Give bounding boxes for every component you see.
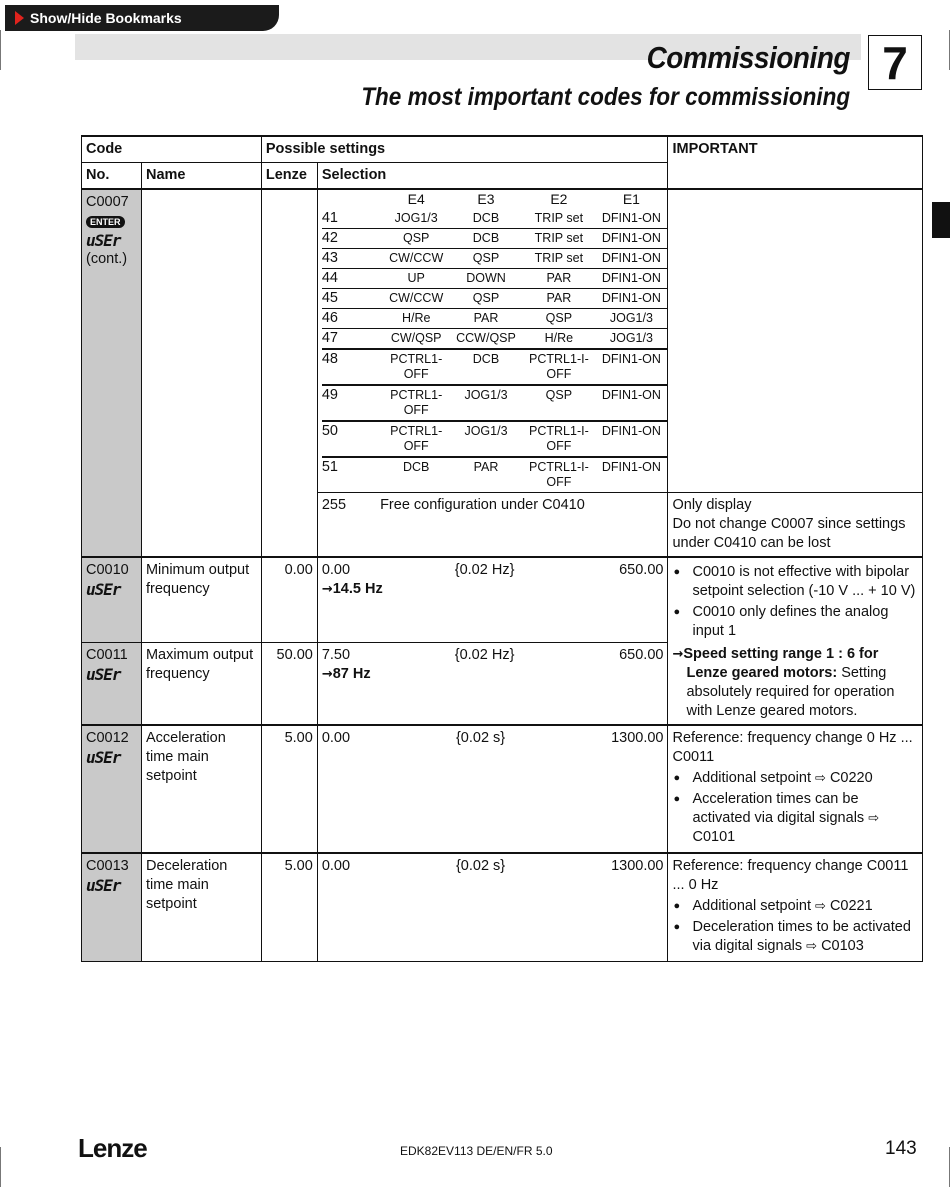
inner-row	[322, 349, 668, 385]
code-cell	[82, 557, 142, 642]
inner-cell: PCTRL1-I- OFF	[522, 421, 595, 457]
inner-row-number: 50	[322, 421, 383, 457]
inner-cell: UP	[383, 269, 450, 289]
document-id: EDK82EV113 DE/EN/FR 5.0	[400, 1144, 553, 1158]
triangle-right-icon	[15, 11, 24, 25]
inner-row-number: 48	[322, 349, 383, 385]
cross-ref-code: C0101	[692, 829, 736, 845]
name-cell: Maximum output frequency	[141, 642, 261, 725]
inner-col-header: E2	[550, 191, 568, 207]
bullet-item	[672, 769, 918, 788]
free-config-number: 255	[321, 497, 347, 513]
inner-cell: PAR	[473, 460, 499, 474]
inner-cell: CW/QSP	[383, 329, 450, 350]
inner-col-header: E4	[407, 191, 425, 207]
inner-row-number: 45	[322, 289, 383, 309]
inner-cell: CW/CCW	[383, 289, 450, 309]
range-row	[322, 729, 664, 748]
bullet-item	[672, 918, 918, 956]
inner-cell: DFIN1-ON	[595, 209, 667, 229]
col-header-code: Code	[82, 136, 262, 163]
crop-mark	[0, 30, 1, 70]
inner-cell: DCB	[450, 229, 523, 249]
important-block-c0010	[668, 558, 922, 642]
bullet-text: Additional setpoint	[692, 770, 811, 786]
inner-row	[322, 229, 668, 249]
hollow-arrow-icon: ⇨	[868, 811, 880, 826]
inner-row-number: 41	[322, 209, 383, 229]
recommended-value-text: 87 Hz	[332, 665, 371, 682]
inner-row	[322, 457, 668, 492]
range-max: 1300.00	[611, 730, 664, 746]
col-header-name: Name	[141, 163, 261, 190]
inner-cell: PCTRL1- OFF	[383, 349, 450, 385]
important-cell	[668, 493, 923, 558]
arrow-right-icon: →	[672, 647, 684, 662]
inner-cell: QSP	[450, 289, 523, 309]
user-menu-symbol: uSEr	[86, 664, 121, 684]
selection-cell	[317, 853, 668, 962]
show-hide-bookmarks-button[interactable]	[5, 5, 279, 31]
range-min: 0.00	[321, 858, 351, 874]
inner-cell: TRIP set	[522, 209, 595, 229]
inner-col-header: E1	[622, 191, 640, 207]
inner-cell: DCB	[450, 349, 523, 385]
inner-cell: QSP	[522, 385, 595, 421]
user-menu-symbol: uSEr	[86, 876, 121, 895]
range-max: 650.00	[619, 646, 664, 663]
name-cell: Acceleration time main setpoint	[141, 725, 261, 853]
inner-row-number: 51	[321, 459, 338, 475]
inner-row-number: 42	[322, 229, 383, 249]
inner-cell: PAR	[522, 289, 595, 309]
range-step: {0.02 s}	[455, 858, 506, 874]
hollow-arrow-icon: ⇨	[815, 771, 826, 786]
page-number: 143	[885, 1138, 917, 1159]
inner-cell: DFIN1-ON	[595, 349, 667, 385]
geared-motors-bold: Speed setting range 1 : 6 for Lenze geared motors:	[683, 646, 879, 681]
range-min: 7.50	[321, 646, 351, 663]
hollow-arrow-icon: ⇨	[806, 939, 818, 954]
name-cell	[141, 189, 261, 557]
range-max: 650.00	[619, 562, 664, 578]
reference-note: Reference: frequency change C0011 ... 0 Hz	[672, 858, 909, 893]
inner-cell: DFIN1-ON	[601, 460, 661, 474]
inner-row	[322, 329, 668, 350]
recommended-value-text: 14.5 Hz	[332, 581, 383, 597]
code-cell	[82, 642, 142, 725]
inner-cell: DFIN1-ON	[595, 249, 667, 269]
inner-cell: H/Re	[522, 329, 595, 350]
continued-label: (cont.)	[86, 251, 128, 267]
page-subtitle: The most important codes for commissioning	[361, 83, 850, 111]
important-cell	[668, 725, 923, 853]
inner-cell: JOG1/3	[450, 385, 523, 421]
inner-row-number: 46	[322, 309, 383, 329]
inner-cell: TRIP set	[522, 229, 595, 249]
lenze-cell: 5.00	[261, 725, 317, 853]
hollow-arrow-icon: ⇨	[815, 899, 826, 914]
lenze-logo: Lenze	[78, 1133, 147, 1163]
inner-row	[322, 289, 668, 309]
important-cell	[668, 189, 923, 493]
range-step: {0.02 Hz}	[454, 646, 515, 663]
range-max: 1300.00	[611, 858, 664, 874]
selection-cell	[317, 725, 668, 853]
page-title: Commissioning	[646, 40, 850, 75]
code-number: C0012	[86, 730, 129, 746]
inner-row	[322, 209, 668, 229]
table-row-c0010	[82, 557, 923, 642]
bookmarks-label: Show/Hide Bookmarks	[30, 10, 182, 26]
inner-cell: PCTRL1-I- OFF	[529, 460, 589, 489]
selection-cell	[317, 642, 668, 725]
lenze-cell: 0.00	[261, 557, 317, 642]
table-row-c0013	[82, 853, 923, 962]
code-number: C0010	[86, 562, 129, 578]
bullet-item: ● C0010 is not effective with bipolar setpoint selection (-10 V ... + 10 V)	[672, 563, 918, 601]
inner-cell: DFIN1-ON	[595, 229, 667, 249]
inner-cell: PAR	[450, 309, 523, 329]
inner-cell: PAR	[522, 269, 595, 289]
range-row	[322, 857, 664, 876]
range-min: 0.00	[321, 730, 351, 746]
inner-row-number: 43	[322, 249, 383, 269]
inner-cell: JOG1/3	[383, 209, 450, 229]
lenze-cell	[261, 189, 317, 557]
important-block-c0011	[668, 642, 922, 724]
code-cell	[82, 725, 142, 853]
enter-key-icon: ENTER	[86, 216, 125, 228]
chapter-tab-marker	[932, 202, 950, 238]
inner-row-number: 49	[322, 385, 383, 421]
code-cell	[82, 853, 142, 962]
reference-note: Reference: frequency change 0 Hz ... C0011	[672, 730, 913, 765]
inner-cell: PCTRL1-I- OFF	[522, 349, 595, 385]
inner-cell: PCTRL1- OFF	[383, 421, 450, 457]
bullet-item	[672, 790, 918, 847]
inner-col-header: E3	[477, 191, 495, 207]
free-config-text: Free configuration under C0410	[380, 497, 585, 513]
range-row	[322, 561, 664, 580]
col-header-possible-settings: Possible settings	[261, 136, 668, 163]
inner-cell: DFIN1-ON	[595, 289, 667, 309]
code-number: C0011	[86, 646, 128, 663]
col-header-lenze: Lenze	[261, 163, 317, 190]
inner-cell: JOG1/3	[595, 309, 667, 329]
inner-cell: DFIN1-ON	[595, 421, 667, 457]
inner-cell: JOG1/3	[595, 329, 667, 350]
table-row-c0007	[82, 189, 923, 493]
range-min: 0.00	[321, 562, 351, 578]
lenze-cell: 50.00	[261, 642, 317, 725]
important-cell	[668, 853, 923, 962]
important-cell	[668, 557, 923, 725]
codes-table	[81, 135, 923, 962]
code-number: C0007	[86, 194, 129, 210]
geared-motors-text: Setting absolutely required for operation with Lenze geared motors.	[686, 665, 895, 719]
user-menu-symbol: uSEr	[86, 748, 121, 767]
table-header-row	[82, 136, 923, 163]
table-row-c0012	[82, 725, 923, 853]
col-header-selection: Selection	[317, 163, 668, 190]
important-note: Do not change C0007 since settings under C0410 can be lost	[672, 516, 906, 551]
inner-cell: QSP	[383, 229, 450, 249]
inner-cell: TRIP set	[522, 249, 595, 269]
inner-cell: CCW/QSP	[450, 329, 523, 350]
inner-row-number: 44	[322, 269, 383, 289]
inner-row-number: 47	[322, 329, 383, 350]
code-number: C0013	[86, 858, 129, 874]
inner-row	[322, 249, 668, 269]
inner-row	[322, 385, 668, 421]
inner-cell: DFIN1-ON	[595, 269, 667, 289]
recommended-value	[322, 665, 664, 684]
inner-cell: DCB	[450, 209, 523, 229]
lenze-cell: 5.00	[261, 853, 317, 962]
selection-cell	[317, 189, 668, 493]
code-cell	[82, 189, 142, 557]
bullet-text: Additional setpoint	[692, 898, 811, 914]
chapter-number: 7	[868, 35, 922, 90]
input-assignment-table	[322, 190, 668, 492]
selection-cell	[317, 557, 668, 642]
inner-row	[322, 309, 668, 329]
inner-header-blank	[322, 190, 383, 209]
inner-row	[322, 421, 668, 457]
bullet-item: ● C0010 only defines the analog input 1	[672, 603, 918, 641]
inner-cell: CW/CCW	[383, 249, 450, 269]
user-menu-symbol: uSEr	[86, 231, 121, 250]
inner-cell: PCTRL1- OFF	[383, 385, 450, 421]
range-step: {0.02 s}	[455, 730, 506, 746]
col-header-important: IMPORTANT	[668, 136, 923, 189]
arrow-right-icon: →	[321, 582, 333, 597]
range-row	[322, 646, 664, 665]
cross-ref-code: C0103	[821, 938, 864, 954]
crop-mark	[0, 1147, 1, 1187]
inner-cell: H/Re	[383, 309, 450, 329]
col-header-no: No.	[82, 163, 142, 190]
name-cell: Deceleration time main setpoint	[141, 853, 261, 962]
inner-row	[322, 269, 668, 289]
bullet-item	[672, 897, 918, 916]
range-step: {0.02 Hz}	[454, 562, 515, 578]
bullet-text: Deceleration times to be activated via digital signals	[692, 919, 911, 954]
selection-cell-free	[317, 493, 668, 558]
inner-cell: JOG1/3	[450, 421, 523, 457]
inner-cell: QSP	[450, 249, 523, 269]
inner-cell: QSP	[522, 309, 595, 329]
geared-motors-note	[672, 645, 918, 721]
recommended-value	[322, 580, 664, 599]
arrow-right-icon: →	[321, 666, 333, 682]
inner-cell: DFIN1-ON	[595, 385, 667, 421]
inner-cell: DOWN	[450, 269, 523, 289]
important-note: Only display	[672, 497, 752, 513]
bullet-text: Acceleration times can be activated via digital signals	[692, 791, 865, 826]
cross-ref-code: C0220	[829, 770, 873, 786]
inner-header-row	[322, 190, 668, 209]
cross-ref-code: C0221	[829, 898, 873, 914]
inner-cell: DCB	[402, 460, 430, 474]
user-menu-symbol: uSEr	[86, 580, 121, 599]
name-cell: Minimum output frequency	[141, 557, 261, 642]
